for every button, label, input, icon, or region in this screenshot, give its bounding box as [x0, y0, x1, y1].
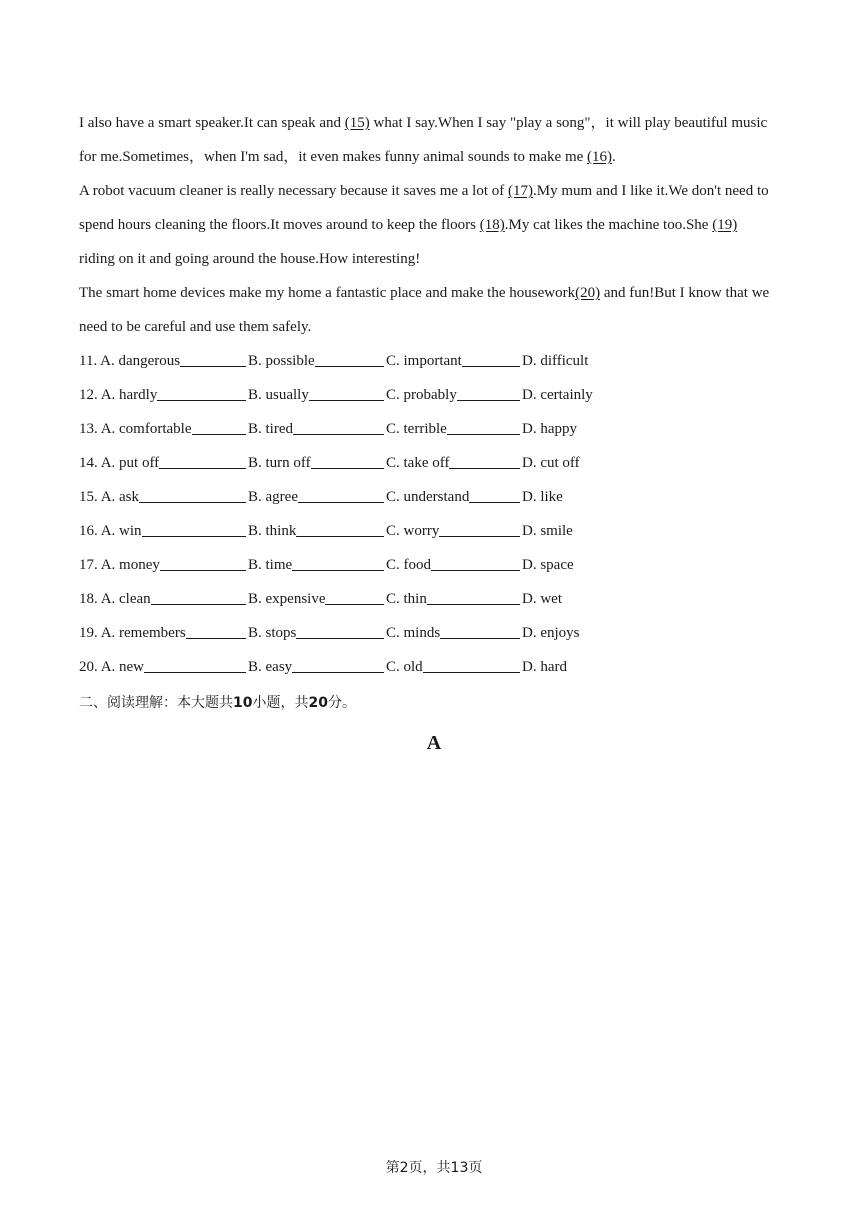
- section-middle: 小题，共: [252, 695, 309, 711]
- option-underline: [457, 400, 520, 401]
- answer-option: [79, 412, 246, 446]
- option-underline: [296, 638, 384, 639]
- option-text: B. possible: [248, 353, 315, 369]
- option-underline: [157, 400, 246, 401]
- answer-option: [522, 548, 574, 582]
- answer-option: [248, 514, 384, 548]
- option-text: B. time: [248, 557, 293, 573]
- answer-option: [386, 616, 520, 650]
- option-text: B. easy: [248, 659, 293, 675]
- option-text: D. space: [522, 557, 574, 573]
- passage-text: .My cat likes the machine too.She: [504, 217, 713, 233]
- option-underline: [469, 502, 520, 503]
- question-number: 17.: [79, 557, 101, 573]
- option-text: C. old: [386, 659, 423, 675]
- option-text: D. hard: [522, 659, 567, 675]
- option-underline: [192, 434, 247, 435]
- blank-marker: (18): [479, 217, 505, 233]
- option-text: C. important: [386, 353, 462, 369]
- question-number: 19.: [79, 625, 101, 641]
- blank-marker: (19): [712, 217, 738, 233]
- answer-option: [79, 650, 246, 684]
- part-heading: A: [426, 732, 442, 754]
- option-text: C. terrible: [386, 421, 447, 437]
- passage-text: for me.Sometimes，when I'm sad，it even makes funny animal sounds to make me: [79, 149, 588, 165]
- question-number: 11.: [79, 353, 101, 369]
- option-underline: [296, 536, 384, 537]
- answer-option: [522, 582, 562, 616]
- answer-option: [386, 480, 520, 514]
- option-text: D. cut off: [522, 455, 580, 471]
- option-underline: [186, 638, 246, 639]
- option-text: D. like: [522, 489, 563, 505]
- option-underline: [159, 468, 246, 469]
- option-text: C. probably: [386, 387, 457, 403]
- option-underline: [292, 672, 384, 673]
- answer-option: [522, 412, 577, 446]
- option-text: B. expensive: [248, 591, 326, 607]
- question-number: 15.: [79, 489, 101, 505]
- option-underline: [309, 400, 384, 401]
- page-footer: 第2页，共13页: [385, 1160, 483, 1176]
- answer-option: [79, 514, 246, 548]
- option-text: C. thin: [386, 591, 427, 607]
- option-text: A. ask: [100, 489, 140, 505]
- option-text: A. remembers: [100, 625, 186, 641]
- option-underline: [439, 536, 520, 537]
- option-underline: [160, 570, 246, 571]
- option-text: C. minds: [386, 625, 441, 641]
- blank-marker: (15): [344, 115, 370, 131]
- option-text: D. smile: [522, 523, 573, 539]
- passage-line: [79, 310, 791, 344]
- answer-option: [248, 412, 384, 446]
- option-underline: [293, 434, 384, 435]
- option-underline: [431, 570, 520, 571]
- option-underline: [325, 604, 384, 605]
- option-text: A. put off: [100, 455, 160, 471]
- passage-line: [79, 106, 791, 140]
- option-underline: [447, 434, 520, 435]
- option-text: A. money: [100, 557, 160, 573]
- section-prefix: 二、阅读理解：本大题共: [79, 695, 233, 711]
- cloze-passage: [79, 106, 791, 344]
- answer-option: [79, 480, 246, 514]
- answer-option: [386, 650, 520, 684]
- section-suffix: 分。: [327, 695, 356, 711]
- passage-text: A robot vacuum cleaner is really necessary because it saves me a lot of: [79, 183, 509, 199]
- passage-line: [79, 276, 791, 310]
- answer-option: [386, 412, 520, 446]
- question-number: 12.: [79, 387, 101, 403]
- passage-text: riding on it and going around the house.How interesting!: [79, 251, 421, 267]
- answer-option: [386, 378, 520, 412]
- option-underline: [292, 570, 384, 571]
- section-title: [79, 686, 356, 720]
- answer-option: [522, 344, 588, 378]
- option-text: A. clean: [100, 591, 151, 607]
- option-text: D. wet: [522, 591, 562, 607]
- answer-option: [522, 446, 580, 480]
- option-text: A. hardly: [100, 387, 158, 403]
- option-text: B. agree: [248, 489, 298, 505]
- option-text: D. difficult: [522, 353, 589, 369]
- option-underline: [462, 366, 520, 367]
- passage-line: [79, 140, 791, 174]
- answer-option: [248, 446, 384, 480]
- option-underline: [180, 366, 246, 367]
- blank-marker: (16): [587, 149, 613, 165]
- answer-option: [79, 446, 246, 480]
- answer-option: [386, 582, 520, 616]
- blank-marker: (20): [575, 285, 601, 301]
- answer-option: [248, 650, 384, 684]
- option-text: C. take off: [386, 455, 450, 471]
- answer-option: [386, 344, 520, 378]
- answer-option: [248, 378, 384, 412]
- answer-option: [248, 344, 384, 378]
- option-text: C. worry: [386, 523, 440, 539]
- answer-option: [79, 378, 246, 412]
- option-text: A. comfortable: [100, 421, 192, 437]
- option-text: D. enjoys: [522, 625, 580, 641]
- option-text: A. win: [100, 523, 142, 539]
- section-question-count: 10: [233, 695, 253, 711]
- blank-marker: (17): [508, 183, 534, 199]
- option-text: B. usually: [248, 387, 309, 403]
- answer-option: [386, 514, 520, 548]
- option-text: A. new: [100, 659, 145, 675]
- answer-option: [522, 650, 567, 684]
- option-underline: [298, 502, 384, 503]
- passage-text: need to be careful and use them safely.: [79, 319, 312, 335]
- option-underline: [144, 672, 246, 673]
- option-underline: [139, 502, 246, 503]
- question-number: 18.: [79, 591, 101, 607]
- option-text: B. think: [248, 523, 297, 539]
- answer-option: [248, 480, 384, 514]
- answer-option: [522, 378, 593, 412]
- passage-text: I also have a smart speaker.It can speak and: [79, 115, 345, 131]
- option-text: B. turn off: [248, 455, 311, 471]
- answer-option: [522, 514, 573, 548]
- answer-option: [522, 616, 580, 650]
- passage-text: .: [612, 149, 616, 165]
- option-text: D. happy: [522, 421, 577, 437]
- answer-option: [79, 344, 246, 378]
- option-text: C. understand: [386, 489, 470, 505]
- passage-text: .My mum and I like it.We don't need to: [533, 183, 769, 199]
- answer-option: [79, 582, 246, 616]
- answer-option: [386, 548, 520, 582]
- question-number: 20.: [79, 659, 101, 675]
- option-text: A. dangerous: [100, 353, 181, 369]
- answer-option: [79, 548, 246, 582]
- answer-option: [522, 480, 563, 514]
- option-text: B. stops: [248, 625, 297, 641]
- option-underline: [315, 366, 384, 367]
- option-underline: [427, 604, 520, 605]
- option-text: C. food: [386, 557, 431, 573]
- answer-option: [248, 548, 384, 582]
- answer-option: [248, 582, 384, 616]
- question-number: 13.: [79, 421, 101, 437]
- passage-text: and fun!But I know that we: [600, 285, 770, 301]
- option-text: B. tired: [248, 421, 293, 437]
- answer-option: [79, 616, 246, 650]
- section-score: 20: [308, 695, 328, 711]
- passage-text: The smart home devices make my home a fantastic place and make the housework: [79, 285, 576, 301]
- passage-line: [79, 242, 791, 276]
- option-underline: [142, 536, 246, 537]
- passage-text: spend hours cleaning the floors.It moves around to keep the floors: [79, 217, 480, 233]
- option-underline: [423, 672, 520, 673]
- answer-option: [386, 446, 520, 480]
- option-underline: [311, 468, 384, 469]
- option-underline: [151, 604, 246, 605]
- option-text: D. certainly: [522, 387, 593, 403]
- question-number: 16.: [79, 523, 101, 539]
- passage-line: [79, 174, 791, 208]
- passage-text: what I say.When I say "play a song"，it will play beautiful music: [369, 115, 768, 131]
- answer-option: [248, 616, 384, 650]
- question-number: 14.: [79, 455, 101, 471]
- option-underline: [449, 468, 520, 469]
- passage-line: [79, 208, 791, 242]
- option-underline: [440, 638, 520, 639]
